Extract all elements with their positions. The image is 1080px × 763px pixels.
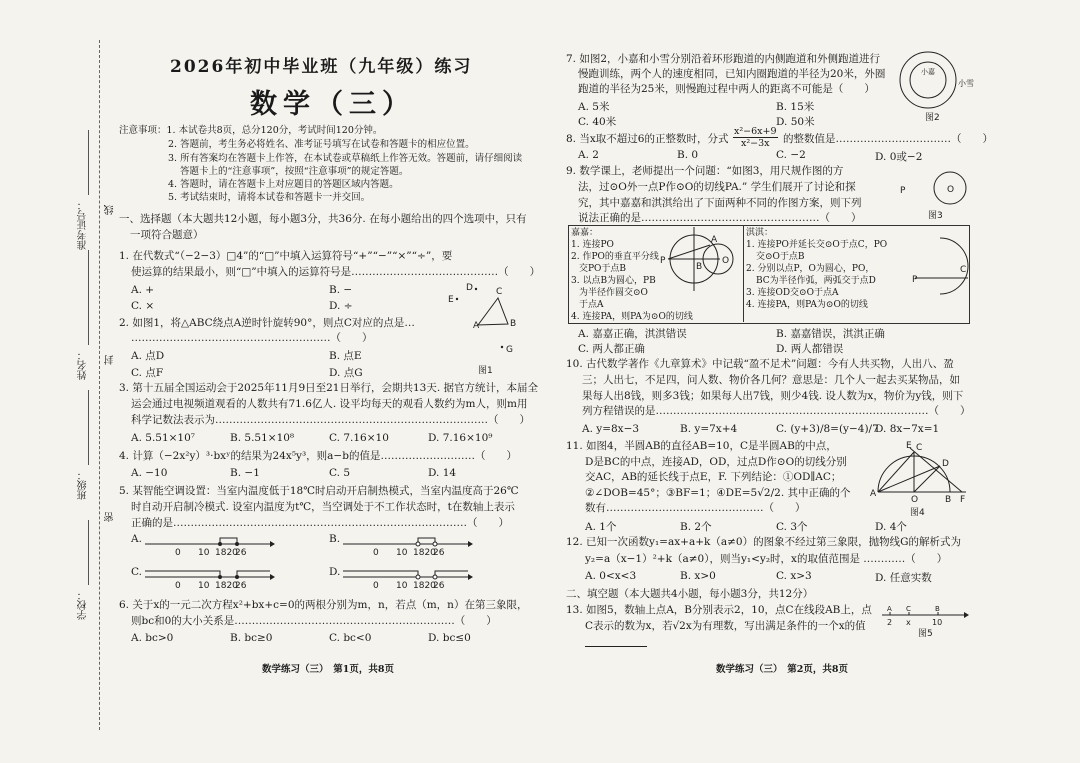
q11-option-d: D. 4个	[875, 521, 907, 533]
q3-option-a: A. 5.51×10⁷	[131, 432, 196, 444]
q7-line-3: 跑道的半径为25米，则慢跑过程中两人的距离不可能是（ ）	[578, 83, 875, 95]
svg-text:0: 0	[373, 581, 379, 591]
svg-text:2: 2	[887, 618, 893, 627]
svg-text:P: P	[900, 186, 906, 196]
svg-text:C: C	[906, 605, 911, 613]
q3-line-3: 科学记数法表示为……………………………………………………………………（ ）	[131, 414, 530, 426]
q1-line-1: 1. 在代数式“（−2−3）□4”的“□”中填入运算符号“+”“−”“×”“÷”，要	[119, 250, 453, 262]
q11-line-4: ②∠DOB=45°；③BF=1；④DE=5√2/2. 其中正确的个	[585, 487, 851, 499]
notes-line-5: 4. 答题时，请在答题卡上对应题目的答题区域内答题。	[168, 179, 399, 190]
q3-line-1: 3. 第十五届全国运动会于2025年11月9日至21日举行，会期共13天. 据官方统计，本届全	[119, 382, 539, 394]
class-underline	[88, 390, 89, 465]
fig2-caption: 图2	[925, 113, 940, 123]
svg-text:0: 0	[373, 548, 379, 558]
q8-line-1b: 的整数值是……………………………（ ）	[783, 133, 993, 145]
svg-text:D: D	[942, 459, 949, 469]
q9-line-3: 究，其中嘉嘉和淇淇给出了下面两种不同的作图方案，则下列	[578, 197, 862, 209]
q11-line-2: D是BC的中点，连接AD，OD，过点D作⊙O的切线分别	[585, 456, 847, 468]
q7-option-c: C. 40米	[578, 116, 617, 128]
q4-option-a: A. −10	[131, 467, 168, 479]
svg-text:A: A	[711, 235, 718, 245]
svg-text:小嘉: 小嘉	[921, 68, 935, 76]
figure-4-semicircle	[870, 440, 970, 520]
svg-text:10: 10	[932, 618, 943, 627]
exam-subtitle: 数学（三）	[250, 89, 415, 120]
footer-page-2: 数学练习（三） 第2页，共8页	[716, 664, 848, 675]
svg-text:G: G	[506, 345, 513, 355]
q11-line-3: 交AC，AB的延长线于点E，F. 下列结论：①OD∥AC；	[585, 471, 842, 483]
q10-option-d: D. 8x−7x=1	[875, 423, 940, 435]
q2-option-c: C. 点F	[131, 367, 164, 379]
q9-jiajia-steps: 嘉嘉： 1. 连接PO 2. 作PO的垂直平分线 交PO于点B 3. 以点B为圆心，PB 为半径作圆交⊙O 于点A 4. 连接PA，则PA为⊙O的切线	[571, 228, 693, 322]
svg-text:A: A	[887, 605, 892, 613]
q10-line-2: 三；人出七，不足四，问人数、物价各几何？意思是：几个人一起去买某物品，如	[582, 374, 960, 386]
svg-text:A: A	[870, 489, 877, 499]
binding-line	[99, 40, 100, 730]
q7-line-1: 7. 如图2，小嘉和小雪分别沿着环形跑道的内侧跑道和外侧跑道进行	[566, 53, 881, 65]
q8-option-b: B. 0	[677, 149, 699, 161]
q2-option-a: A. 点D	[131, 350, 165, 362]
q8-option-d: D. 0或−2	[875, 151, 923, 163]
svg-text:O: O	[722, 256, 730, 266]
q8-fraction	[733, 126, 778, 149]
figure-3	[895, 160, 985, 225]
svg-text:A: A	[473, 321, 480, 331]
name-label: 姓名：	[78, 350, 89, 380]
svg-text:10: 10	[396, 548, 408, 558]
notes-line-6: 5. 考试结束时，请将本试卷和答题卡一并交回。	[168, 192, 371, 203]
q6-option-d: D. bc≤0	[428, 632, 471, 644]
q1-option-b: B. −	[329, 284, 353, 296]
q9-option-d: D. 两人都错误	[776, 343, 844, 355]
q5-option-a: A.	[131, 533, 142, 545]
svg-text:P: P	[912, 275, 918, 285]
svg-text:小雪: 小雪	[958, 79, 974, 88]
q11-line-1: 11. 如图4，半圆AB的直径AB=10，C是半圆AB的中点，	[566, 440, 837, 452]
figure-1-triangle	[440, 280, 530, 380]
svg-text:x: x	[906, 618, 911, 627]
school-underline	[88, 520, 89, 585]
svg-text:P: P	[660, 256, 666, 266]
name-underline	[88, 250, 89, 345]
notes-line-3: 3. 所有答案均在答题卡上作答，在本试卷或草稿纸上作答无效。答题前，请仔细阅读	[168, 153, 523, 164]
jiajia-construction-figure	[660, 227, 740, 297]
figure-2-track	[895, 50, 985, 130]
svg-text:B: B	[945, 495, 952, 505]
q12-line-2: y₂=a（x−1）²+k（a≠0），则当y₁<y₂时，x的取值范围是 …………（ ）	[585, 553, 948, 565]
q12-line-1: 12. 已知一次函数y₁=ax+a+k（a≠0）的图象不经过第三象限，抛物线G的解析式为	[566, 536, 961, 548]
q8-option-a: A. 2	[578, 149, 599, 161]
q12-option-a: A. 0<x<3	[585, 570, 637, 582]
q12-option-b: B. x>0	[680, 570, 716, 582]
q5-line-1: 5. 某智能空调设置：当室内温度低于18℃时启动开启制热模式，当室内温度高于26℃	[119, 485, 519, 497]
notes-line-1: 注意事项：1. 本试卷共8页，总分120分，考试时间120分钟。	[119, 125, 383, 136]
q10-line-4: 列方程错误的是……………………………………………………………………（ ）	[582, 405, 971, 417]
figure-5-numberline	[882, 603, 972, 643]
q9-qiqi-steps: 淇淇： 1. 连接PO并延长交⊙O于点C，PO 交⊙O于点B 2. 分别以点P，O为圆心，PO， BC为半径作弧，两弧交于点D 3. 连接OD交⊙O于点A 4. 连接PA，则PA为⊙O的切线	[746, 228, 888, 310]
q11-option-a: A. 1个	[585, 521, 617, 533]
q13-line-2: C表示的数为x，若√2x为有理数，写出满足条件的一个x的值	[585, 620, 866, 632]
q5-line-3: 正确的是…………………………………………………………………………（ ）	[131, 517, 509, 529]
q9-box-divider	[743, 225, 744, 322]
q12-option-d: D. 任意实数	[875, 572, 932, 584]
q12-option-c: C. x>3	[776, 570, 812, 582]
q5-option-d: D.	[329, 566, 341, 578]
q6-line-1: 6. 关于x的一元二次方程x²+bx+c=0的两根分别为m，n，若点（m，n）在第三象限，	[119, 599, 528, 611]
svg-text:10: 10	[198, 581, 210, 591]
q2-option-d: D. 点G	[329, 367, 363, 379]
exam-title: 2026年初中毕业班（九年级）练习	[170, 57, 473, 77]
svg-text:26: 26	[235, 581, 247, 591]
q5-numberline-c	[145, 563, 275, 593]
q9-line-2: 法，过⊙O外一点P作⊙O的切线PA.” 学生们展开了讨论和探	[578, 181, 856, 193]
notes-line-4: 答题卡上的“注意事项”，按照“注意事项”的规定答题。	[180, 166, 409, 177]
svg-text:26: 26	[433, 581, 445, 591]
q10-option-a: A. y=8x−3	[582, 423, 640, 435]
q2-line-2: …………………………………………………（ ）	[131, 332, 373, 344]
section2-heading: 二、填空题（本大题共4小题，每小题3分，共12分）	[566, 588, 814, 600]
q1-option-d: D. ÷	[329, 300, 353, 312]
seal-char-3: 密	[105, 512, 116, 522]
section1-heading-2: 一项符合题意）	[130, 229, 204, 241]
q9-option-a: A. 嘉嘉正确，淇淇错误	[578, 328, 687, 340]
q4-option-c: C. 5	[329, 467, 351, 479]
svg-text:E: E	[448, 295, 454, 305]
svg-text:D: D	[466, 283, 473, 293]
q5-numberline-a	[145, 530, 275, 560]
q10-line-3: 果每人出8钱，则多3钱；如果每人出7钱，则少4钱. 设人数为x，物价为y钱，则下	[582, 390, 964, 402]
q10-line-1: 10. 古代数学著作《九章算术》中记载“盈不足术”问题：今有人共买物，人出八、盈	[566, 358, 954, 370]
svg-text:10: 10	[396, 581, 408, 591]
q7-option-a: A. 5米	[578, 101, 610, 113]
q3-option-b: B. 5.51×10⁸	[230, 432, 295, 444]
q2-option-b: B. 点E	[329, 350, 362, 362]
q8-fraction-denominator: x²−3x	[741, 138, 770, 149]
seal-char-2: 封	[105, 355, 116, 365]
svg-text:1820: 1820	[215, 548, 238, 558]
q1-option-c: C. ×	[131, 300, 155, 312]
q3-option-c: C. 7.16×10	[329, 432, 389, 444]
exam-no-label: 准考证号：	[78, 200, 89, 250]
svg-text:1820: 1820	[413, 548, 436, 558]
q5-option-c: C.	[131, 566, 142, 578]
q5-line-2: 时自动开启制冷模式. 设室内温度为t℃，当空调处于不工作状态时，t在数轴上表示	[131, 501, 515, 513]
q13-answer-blank[interactable]	[585, 646, 647, 647]
svg-text:C: C	[960, 265, 967, 275]
qiqi-construction-figure	[900, 232, 970, 302]
svg-text:O: O	[911, 495, 919, 505]
svg-text:B: B	[510, 319, 517, 329]
svg-text:F: F	[960, 495, 966, 505]
svg-text:O: O	[947, 185, 955, 195]
q11-option-b: B. 2个	[680, 521, 712, 533]
q4-line-1: 4. 计算（−2x²y）³·bxʸ的结果为24x⁵y³，则a−b的值是………………………（ ）	[119, 450, 517, 462]
svg-text:26: 26	[433, 548, 445, 558]
q4-option-b: B. −1	[230, 467, 260, 479]
seal-char-1: 线	[105, 205, 116, 215]
class-label: 班级：	[78, 470, 89, 500]
svg-text:E: E	[906, 441, 912, 451]
q7-line-2: 慢跑训练，两个人的速度相同，已知内圈跑道的半径为20米，外圈	[578, 68, 886, 80]
q11-line-5: 数有………………………………………（ ）	[585, 502, 806, 514]
q7-option-b: B. 15米	[776, 101, 815, 113]
svg-text:C: C	[496, 287, 503, 297]
q9-option-b: B. 嘉嘉错误，淇淇正确	[776, 328, 885, 340]
q1-option-a: A. +	[131, 284, 155, 296]
fig1-caption: 图1	[478, 366, 493, 376]
svg-text:1820: 1820	[215, 581, 238, 591]
q9-line-1: 9. 数学课上，老师提出一个问题：“如图3，用尺规作图的方	[566, 165, 844, 177]
q3-line-2: 运会通过电视频道观看的人数共有71.6亿人. 设平均每天的观看人数约为m人，则m用	[131, 398, 528, 410]
q5-numberline-b	[343, 530, 473, 560]
q9-option-c: C. 两人都正确	[578, 343, 645, 355]
q1-line-2: 使运算的结果最小，则“□”中填入的运算符号是……………………………………（ ）	[131, 266, 541, 278]
svg-text:C: C	[916, 443, 923, 453]
q7-option-d: D. 50米	[776, 116, 815, 128]
svg-text:0: 0	[175, 581, 181, 591]
svg-text:1820: 1820	[413, 581, 436, 591]
q10-option-b: B. y=7x+4	[680, 423, 738, 435]
q10-option-c: C. (y+3)/8=(y−4)/7	[776, 423, 879, 435]
footer-page-1: 数学练习（三） 第1页，共8页	[262, 664, 394, 675]
q2-line-1: 2. 如图1，将△ABC绕点A逆时针旋转90°，则点C对应的点是…	[119, 317, 415, 329]
q13-line-1: 13. 如图5，数轴上点A，B分别表示2，10，点C在线段AB上，点	[566, 604, 872, 616]
q8-option-c: C. −2	[776, 149, 806, 161]
q8-fraction-numerator: x²−6x+9	[734, 126, 777, 137]
fig5-caption: 图5	[918, 629, 933, 639]
fig3-caption: 图3	[928, 211, 943, 221]
exam-no-underline	[88, 130, 89, 195]
q6-option-a: A. bc>0	[131, 632, 174, 644]
notes-line-2: 2. 答题前，考生务必将姓名、准考证号填写在试卷和答题卡的相应位置。	[168, 139, 475, 150]
q6-option-b: B. bc≥0	[230, 632, 273, 644]
svg-text:26: 26	[235, 548, 247, 558]
svg-text:10: 10	[198, 548, 210, 558]
q8-line-1: 8. 当x取不超过6的正整数时，分式	[566, 133, 729, 145]
school-label: 学校：	[78, 590, 89, 620]
q6-option-c: C. bc<0	[329, 632, 372, 644]
q4-option-d: D. 14	[428, 467, 457, 479]
q9-line-4: 说法正确的是……………………………………………（ ）	[578, 212, 862, 224]
section1-heading: 一、选择题（本大题共12小题，每小题3分，共36分. 在每小题给出的四个选项中，只有	[119, 213, 527, 225]
svg-text:B: B	[696, 262, 703, 272]
q3-option-d: D. 7.16×10⁹	[428, 432, 493, 444]
fig4-caption: 图4	[910, 508, 925, 518]
svg-text:0: 0	[175, 548, 181, 558]
svg-text:B: B	[935, 605, 940, 613]
q11-option-c: C. 3个	[776, 521, 808, 533]
q5-numberline-d	[343, 563, 473, 593]
q6-line-2: 则bc和0的大小关系是………………………………………………………（ ）	[131, 615, 497, 627]
q5-option-b: B.	[329, 533, 341, 545]
